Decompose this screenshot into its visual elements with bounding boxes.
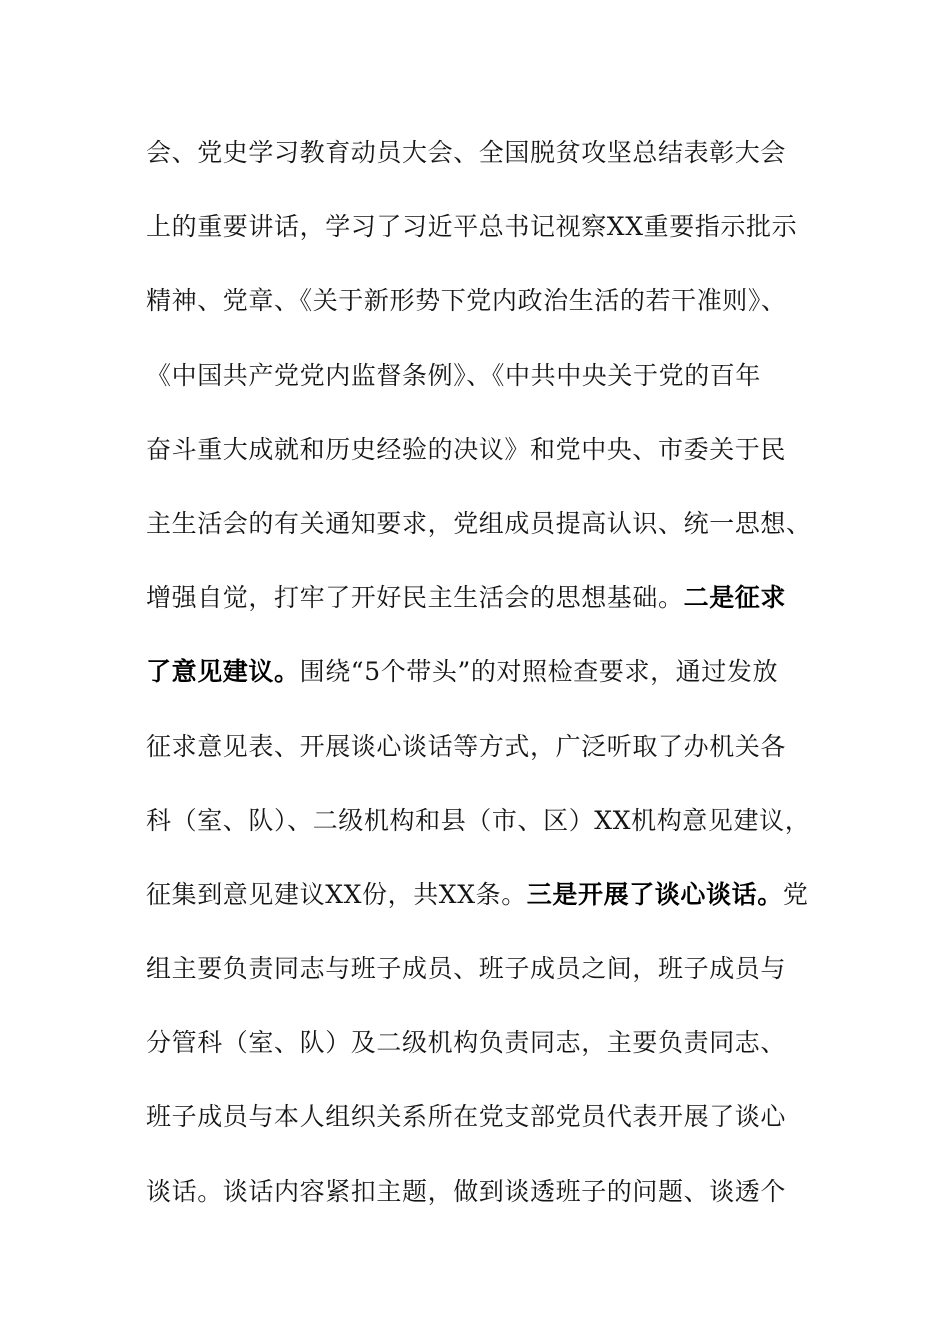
text-line-11: [146, 873, 816, 947]
text-line-4: [146, 354, 816, 428]
text-line-2: [146, 205, 816, 279]
text-run: 谈话。谈话内容紧扣主题，做到谈透班子的问题、谈透个: [146, 1176, 787, 1206]
text-run: 主生活会的有关通知要求，党组成员提高认识、统一思想、: [146, 508, 812, 538]
text-line-10: [146, 799, 816, 873]
text-run: 奋斗重大成就和历史经验的决议》和党中央、市委关于民: [146, 434, 787, 464]
text-run: 《中国共产党党内监督条例》、《中共中央关于党的百年: [146, 360, 762, 390]
text-run: 征集到意见建议XX份，共XX条。: [146, 879, 527, 909]
text-run: 分管科（室、队）及二级机构负责同志，主要负责同志、: [146, 1028, 787, 1058]
text-line-14: [146, 1095, 816, 1169]
bold-heading-run: 二是征求: [683, 583, 787, 613]
text-run: 党: [782, 879, 809, 909]
text-run: 围绕“5个带头”的对照检查要求，通过发放: [299, 657, 779, 687]
text-line-1: [146, 131, 816, 205]
text-run: 上的重要讲话，学习了习近平总书记视察XX重要指示批示: [146, 212, 798, 242]
text-line-3: [146, 279, 816, 353]
text-line-8: [146, 650, 816, 724]
text-run: 组主要负责同志与班子成员、班子成员之间，班子成员与: [146, 954, 787, 984]
bold-heading-run: 了意见建议。: [146, 657, 300, 687]
body-paragraph: [146, 131, 816, 1244]
text-run: 班子成员与本人组织关系所在党支部党员代表开展了谈心: [146, 1102, 787, 1132]
text-line-9: [146, 725, 816, 799]
text-line-13: [146, 1021, 816, 1095]
text-run: 增强自觉，打牢了开好民主生活会的思想基础。: [146, 583, 684, 613]
text-run: 精神、党章、《关于新形势下党内政治生活的若干准则》、: [146, 286, 787, 316]
text-line-6: [146, 502, 816, 576]
text-run: 会、党史学习教育动员大会、全国脱贫攻坚总结表彰大会: [146, 138, 787, 167]
text-line-15: [146, 1170, 816, 1244]
text-line-12: [146, 947, 816, 1021]
text-run: 科（室、队）、二级机构和县（市、区）XX机构意见建议，: [146, 805, 811, 835]
bold-heading-run: 三是开展了谈心谈话。: [526, 879, 783, 909]
text-line-5: [146, 428, 816, 502]
text-line-7: [146, 576, 816, 650]
text-run: 征求意见表、开展谈心谈话等方式，广泛听取了办机关各: [146, 731, 787, 761]
